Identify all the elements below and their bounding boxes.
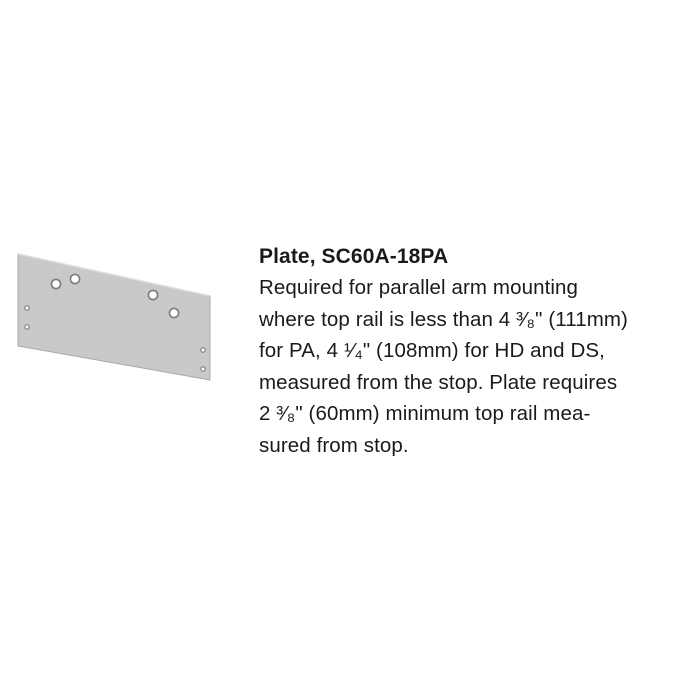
product-info [259, 241, 689, 461]
description-line: sured from stop. [259, 433, 409, 457]
mounting-plate-icon [14, 250, 214, 385]
description-line: where top rail is less than 4 ³⁄₈" (111mm) [259, 307, 628, 331]
description-line: measured from the stop. Plate requires [259, 370, 618, 394]
description-line: Required for parallel arm mounting [259, 276, 579, 299]
mounting-plate-image [14, 250, 214, 385]
product-description [259, 272, 689, 461]
product-title: Plate, SC60A-18PA [259, 245, 449, 268]
description-line: 2 ³⁄₈" (60mm) minimum top rail mea- [259, 402, 591, 425]
description-line: for PA, 4 ¹⁄₄" (108mm) for HD and DS, [259, 339, 605, 362]
